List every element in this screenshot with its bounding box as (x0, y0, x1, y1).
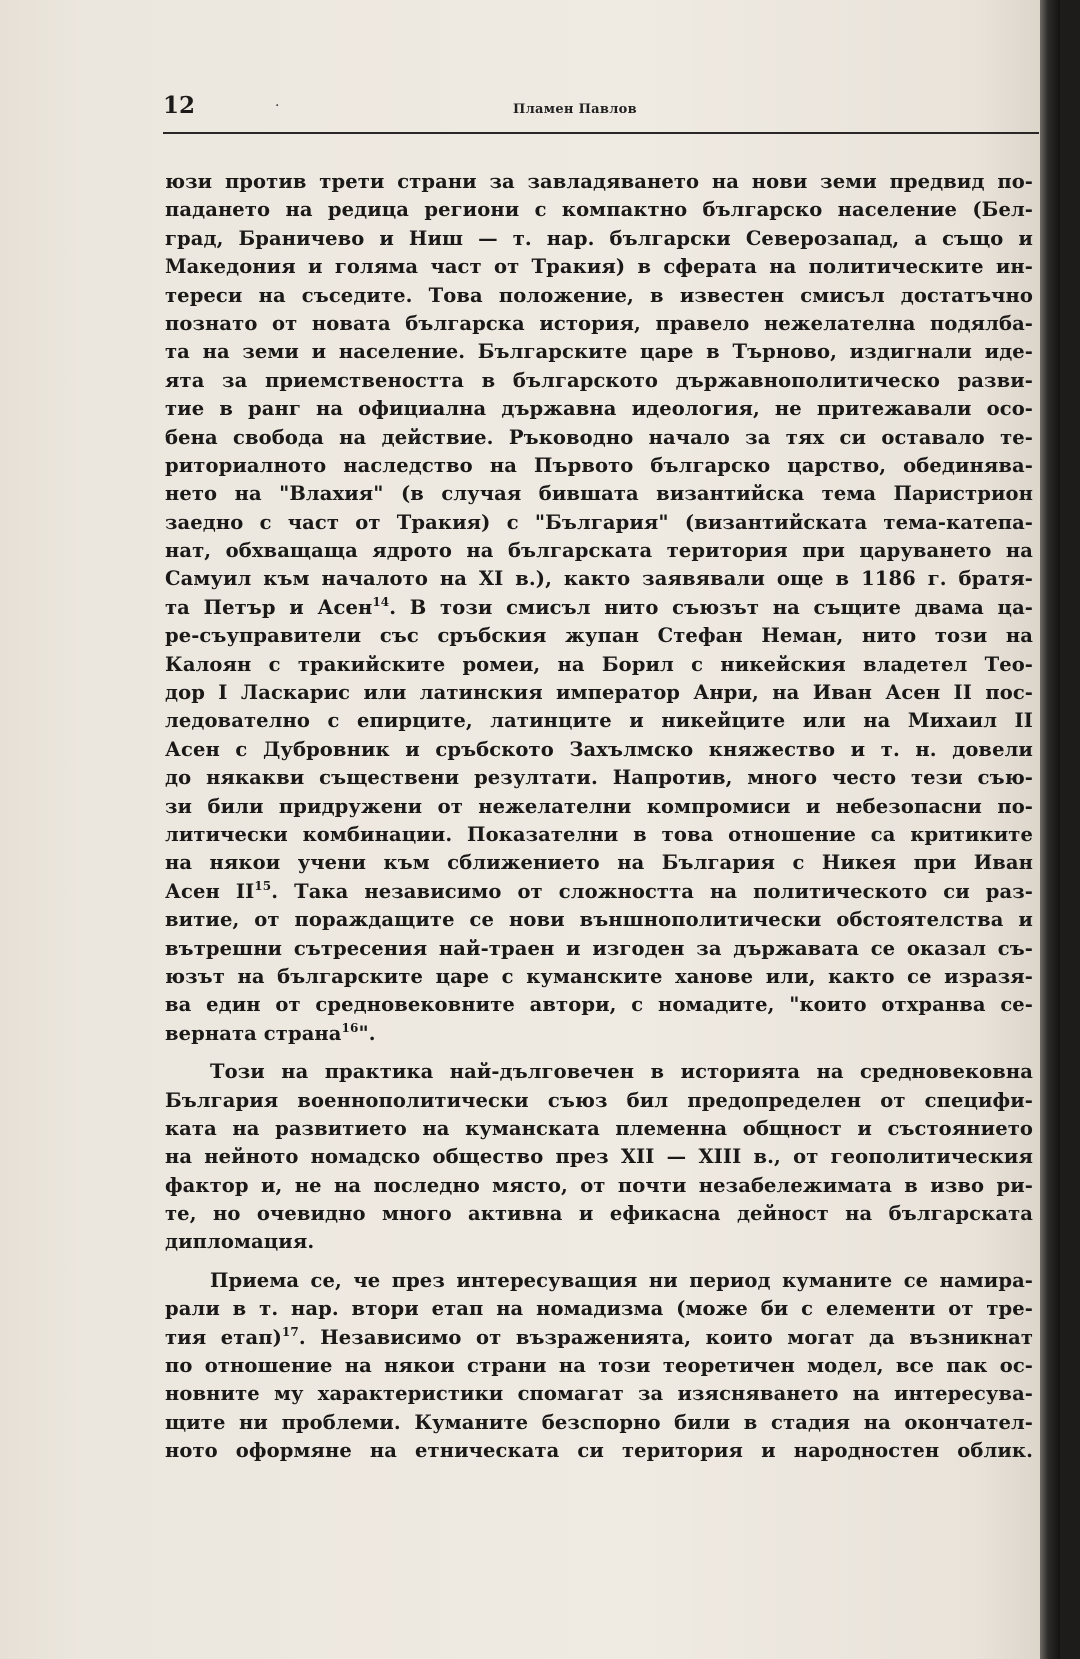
text-line: витие, от пораждащите се нови външнополитически обстоятелства и (165, 908, 1033, 932)
text-line: литически комбинации. Показателни в това отношение са критиките (165, 822, 1033, 846)
text-line: ката на развитието на куманската племенна общност и състоянието (165, 1116, 1033, 1140)
text-line: нето на "Влахия" (в случая бившата византийска тема Паристрион (165, 482, 1033, 506)
running-head: Пламен Павлов (513, 102, 637, 117)
text-line: ре-съуправители със сръбския жупан Стефан Неман, нито този на (165, 624, 1033, 648)
text-line: тереси на съседите. Това положение, в известен смисъл достатъчно (165, 283, 1033, 307)
text-line-with-footnote (165, 878, 1033, 906)
text-line-with-footnote (165, 1324, 1033, 1352)
text-line: нат, обхващаща ядрото на българската територия при царуването на (165, 539, 1033, 563)
text-line: тие в ранг на официална държавна идеология, не притежавали осо- (165, 397, 1033, 421)
text-line: на нейното номадско общество през XII — XIII в., от геополитическия (165, 1145, 1033, 1169)
text-line: бена свобода на действие. Ръководно начало за тях си оставало те- (165, 425, 1033, 449)
header-rule (163, 132, 1039, 134)
text-line: ята за приемствеността в българското държавнополитическо разви- (165, 368, 1033, 392)
paragraph-2 (165, 1058, 1033, 1257)
page-header (163, 88, 1038, 132)
text-line: дипломация. (165, 1230, 315, 1254)
text-line: фактор и, не на последно място, от почти незабележимата в изво ри- (165, 1173, 1033, 1197)
footnote-ref-16[interactable]: 16 (341, 1020, 359, 1035)
text-line: ледователно с епирците, латинците и никейците или на Михаил II (165, 709, 1033, 733)
text-body (165, 168, 1033, 1466)
text-line: заедно с част от Тракия) с "България" (византийската тема-катепа- (165, 510, 1033, 534)
footnote-ref-17[interactable]: 17 (281, 1324, 299, 1339)
text-line: Самуил към началото на XI в.), както заявявали още в 1186 г. братя- (165, 567, 1033, 591)
text-line: Приема се, че през интересуващия ни период куманите се намира- (210, 1268, 1033, 1292)
text-fragment: верната страна (165, 1021, 342, 1045)
text-line: зи били придружени от нежелателни компромиси и небезопасни по- (165, 794, 1033, 818)
text-line: Македония и голяма част от Тракия) в сферата на политическите ин- (165, 255, 1033, 279)
text-line: ва един от средновековните автори, с номадите, "които отхранва се- (165, 993, 1033, 1017)
book-spine-shadow (1040, 0, 1060, 1659)
text-line: Калоян с тракийските ромеи, на Борил с никейския владетел Тео- (165, 652, 1033, 676)
text-line-with-footnote (165, 594, 1033, 622)
paragraph-3 (165, 1267, 1033, 1466)
text-line: риториалното наследство на Първото българско царство, обединява- (165, 453, 1033, 477)
footnote-ref-15[interactable]: 15 (254, 878, 272, 893)
page-number: 12 (163, 92, 196, 119)
text-line: та на земи и население. Българските царе в Търново, издигнали иде- (165, 340, 1033, 364)
paragraph-1 (165, 168, 1033, 1048)
text-line: вътрешни сътресения най-траен и изгоден за държавата се оказал съ- (165, 936, 1033, 960)
text-line: град, Браничево и Ниш — т. нар. български Северозапад, а също и (165, 226, 1033, 250)
text-line-with-footnote (165, 1020, 1033, 1048)
text-line: падането на редица региони с компактно българско население (Бел- (165, 198, 1033, 222)
text-line: щите ни проблеми. Куманите безспорно били в стадия на окончател- (165, 1410, 1033, 1434)
text-line: България военнополитически съюз бил предопределен от специфи- (165, 1088, 1033, 1112)
text-line: по отношение на някои страни на този теоретичен модел, все пак ос- (165, 1354, 1033, 1378)
text-line: юзи против трети страни за завладяването на нови земи предвид по- (165, 170, 1033, 193)
text-line: познато от новата българска история, правело нежелателна подялба- (165, 311, 1033, 335)
text-line: дор I Ласкарис или латинския император Анри, на Иван Асен II пос- (165, 681, 1033, 705)
text-fragment: Асен II (165, 879, 255, 903)
text-line: юзът на българските царе с куманските ханове или, както се изразя- (165, 964, 1033, 988)
text-fragment: та Петър и Асен (165, 595, 373, 619)
text-fragment: тия етап) (165, 1325, 282, 1349)
text-line: на някои учени към сближението на България с Никея при Иван (165, 851, 1033, 875)
text-line: те, но очевидно много активна и ефикасна дейност на българската (165, 1202, 1033, 1226)
footnote-ref-14[interactable]: 14 (372, 594, 390, 609)
text-line: Асен с Дубровник и сръбското Захълмско княжество и т. н. довели (165, 737, 1033, 761)
text-fragment: ". (358, 1021, 376, 1045)
text-line: рали в т. нар. втори етап на номадизма (може би с елементи от тре- (165, 1297, 1033, 1321)
text-line: ното оформяне на етническата си територия и народностен облик. (165, 1439, 1033, 1463)
text-fragment: . Независимо от възраженията, които могат да възникнат (298, 1325, 1033, 1349)
text-line: новните му характеристики спомагат за изясняването на интересува- (165, 1382, 1033, 1406)
header-dot-mark: · (275, 98, 280, 114)
text-fragment: . В този смисъл нито съюзът на същите двама ца- (389, 595, 1033, 619)
text-fragment: . Така независимо от сложността на политическото си раз- (271, 879, 1033, 903)
text-line: до някакви съществени резултати. Напротив, много често тези съю- (165, 766, 1033, 790)
text-line: Този на практика най-дълговечен в историята на средновековна (210, 1060, 1033, 1084)
